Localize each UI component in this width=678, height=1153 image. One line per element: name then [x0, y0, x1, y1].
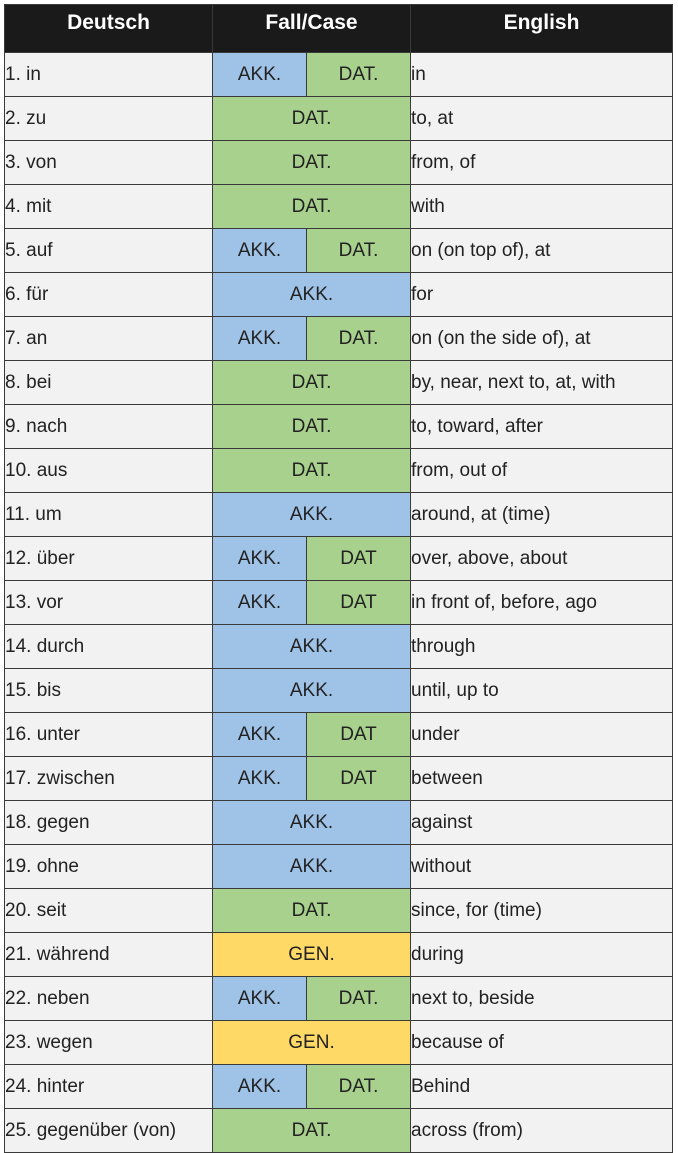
translation-en: on (on the side of), at — [411, 317, 673, 361]
case-akk: AKK. — [213, 1065, 307, 1109]
case-akk: AKK. — [213, 229, 307, 273]
table-row — [5, 97, 673, 141]
translation-en: over, above, about — [411, 537, 673, 581]
translation-en: from, out of — [411, 449, 673, 493]
case-dat: DAT. — [213, 361, 411, 405]
preposition-table — [4, 4, 673, 1153]
table-row — [5, 449, 673, 493]
table-row — [5, 493, 673, 537]
case-akk: AKK. — [213, 273, 411, 317]
translation-en: through — [411, 625, 673, 669]
preposition-de: 9. nach — [5, 405, 213, 449]
table-row — [5, 1021, 673, 1065]
case-dat: DAT. — [307, 229, 411, 273]
translation-en: for — [411, 273, 673, 317]
table-row — [5, 1109, 673, 1153]
translation-en: next to, beside — [411, 977, 673, 1021]
preposition-de: 14. durch — [5, 625, 213, 669]
table-row — [5, 317, 673, 361]
translation-en: against — [411, 801, 673, 845]
preposition-de: 21. während — [5, 933, 213, 977]
translation-en: around, at (time) — [411, 493, 673, 537]
case-dat: DAT — [307, 537, 411, 581]
table-row — [5, 933, 673, 977]
table-body — [5, 53, 673, 1153]
preposition-de: 11. um — [5, 493, 213, 537]
case-dat: DAT. — [213, 1109, 411, 1153]
table-row — [5, 405, 673, 449]
translation-en: during — [411, 933, 673, 977]
preposition-de: 19. ohne — [5, 845, 213, 889]
case-akk: AKK. — [213, 625, 411, 669]
translation-en: on (on top of), at — [411, 229, 673, 273]
preposition-de: 13. vor — [5, 581, 213, 625]
preposition-de: 7. an — [5, 317, 213, 361]
case-dat: DAT — [307, 581, 411, 625]
preposition-de: 20. seit — [5, 889, 213, 933]
preposition-de: 12. über — [5, 537, 213, 581]
table-row — [5, 625, 673, 669]
translation-en: to, toward, after — [411, 405, 673, 449]
case-akk: AKK. — [213, 977, 307, 1021]
case-gen: GEN. — [213, 1021, 411, 1065]
table-row — [5, 845, 673, 889]
case-akk: AKK. — [213, 493, 411, 537]
translation-en: to, at — [411, 97, 673, 141]
table-row — [5, 229, 673, 273]
translation-en: by, near, next to, at, with — [411, 361, 673, 405]
preposition-de: 16. unter — [5, 713, 213, 757]
table-row — [5, 713, 673, 757]
case-dat: DAT. — [213, 141, 411, 185]
preposition-de: 5. auf — [5, 229, 213, 273]
preposition-de: 2. zu — [5, 97, 213, 141]
case-akk: AKK. — [213, 53, 307, 97]
preposition-de: 18. gegen — [5, 801, 213, 845]
case-gen: GEN. — [213, 933, 411, 977]
translation-en: in front of, before, ago — [411, 581, 673, 625]
preposition-de: 10. aus — [5, 449, 213, 493]
preposition-de: 22. neben — [5, 977, 213, 1021]
translation-en: with — [411, 185, 673, 229]
translation-en: Behind — [411, 1065, 673, 1109]
case-dat: DAT. — [307, 977, 411, 1021]
case-dat: DAT. — [307, 1065, 411, 1109]
table-row — [5, 537, 673, 581]
header-english: English — [411, 5, 673, 53]
translation-en: since, for (time) — [411, 889, 673, 933]
case-akk: AKK. — [213, 757, 307, 801]
case-dat: DAT — [307, 757, 411, 801]
preposition-de: 8. bei — [5, 361, 213, 405]
table-row — [5, 669, 673, 713]
case-akk: AKK. — [213, 713, 307, 757]
table-row — [5, 889, 673, 933]
table-row — [5, 273, 673, 317]
case-akk: AKK. — [213, 317, 307, 361]
case-dat: DAT. — [307, 53, 411, 97]
header-deutsch: Deutsch — [5, 5, 213, 53]
case-dat: DAT. — [213, 185, 411, 229]
table-row — [5, 361, 673, 405]
translation-en: until, up to — [411, 669, 673, 713]
preposition-de: 1. in — [5, 53, 213, 97]
case-akk: AKK. — [213, 581, 307, 625]
preposition-de: 25. gegenüber (von) — [5, 1109, 213, 1153]
table-row — [5, 757, 673, 801]
preposition-de: 15. bis — [5, 669, 213, 713]
preposition-de: 6. für — [5, 273, 213, 317]
translation-en: across (from) — [411, 1109, 673, 1153]
case-akk: AKK. — [213, 801, 411, 845]
preposition-de: 4. mit — [5, 185, 213, 229]
preposition-de: 3. von — [5, 141, 213, 185]
translation-en: under — [411, 713, 673, 757]
case-akk: AKK. — [213, 537, 307, 581]
case-dat: DAT. — [213, 405, 411, 449]
translation-en: without — [411, 845, 673, 889]
table-row — [5, 581, 673, 625]
case-dat: DAT. — [213, 97, 411, 141]
preposition-de: 23. wegen — [5, 1021, 213, 1065]
table-row — [5, 53, 673, 97]
header-row — [5, 5, 673, 53]
case-dat: DAT. — [307, 317, 411, 361]
preposition-de: 17. zwischen — [5, 757, 213, 801]
case-dat: DAT — [307, 713, 411, 757]
case-dat: DAT. — [213, 449, 411, 493]
case-dat: DAT. — [213, 889, 411, 933]
case-akk: AKK. — [213, 845, 411, 889]
case-akk: AKK. — [213, 669, 411, 713]
translation-en: in — [411, 53, 673, 97]
table-row — [5, 801, 673, 845]
header-case: Fall/Case — [213, 5, 411, 53]
translation-en: from, of — [411, 141, 673, 185]
table-row — [5, 977, 673, 1021]
table-row — [5, 141, 673, 185]
table-row — [5, 1065, 673, 1109]
translation-en: between — [411, 757, 673, 801]
table-row — [5, 185, 673, 229]
translation-en: because of — [411, 1021, 673, 1065]
preposition-de: 24. hinter — [5, 1065, 213, 1109]
